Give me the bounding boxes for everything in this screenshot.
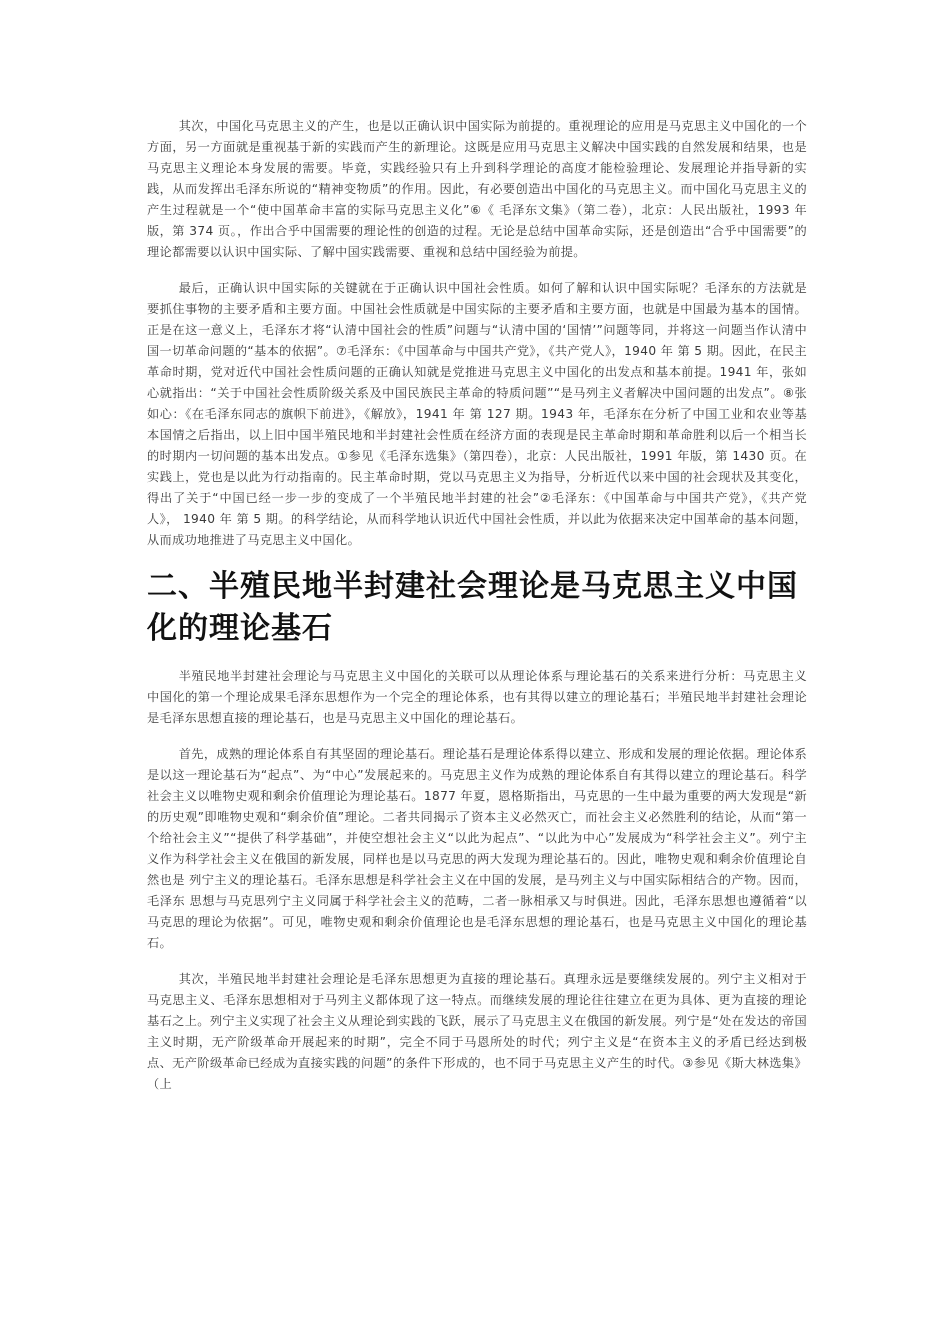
paragraph-2: 最后，正确认识中国实际的关键就在于正确认识中国社会性质。如何了解和认识中国实际呢？毛泽东的方法就是 要抓住事物的主要矛盾和主要方面。中国社会性质就是中国实际的主要矛盾和主要方面，也就是中国最为基本的国情。正是在这一意义上，毛泽东才将“认清中国社会的性质”问题与“认清中国的‘国情’”问题等同，并将这一问题当作认清中国一切革命问题的“基本的依据”。⑦毛泽东：《中国革命与中国共产党》，《共产党人》，1940 年 第 5 期。因此，在民主革命时期，党对近代中国社会性质问题的正确认知就是党推进马克思主义中国化的出发点和基本前提。1941 年，张如心就指出：“关于中国社会性质阶级关系及中国民族民主革命的特质问题”“是马列主义者解决中国问题的出发点”。⑧张如心：《在毛泽东同志的旗帜下前进》，《解放》，1941 年 第 127 期。1943 年，毛泽东在分析了中国工业和农业等基本国情之后指出，以上旧中国半殖民地和半封建社会性质在经济方面的表现是民主革命时期和革命胜利以后一个相当长的时期内一切问题的基本出发点。①参见《毛泽东选集》（第四卷），北京：人民出版社，1991 年版，第 1430 页。在实践上，党也是以此为行动指南的。民主革命时期，党以马克思主义为指导，分析近代以来中国的社会现状及其变化，得出了关于“中国已经一步一步的变成了一个半殖民地半封建的社会”②毛泽东：《中国革命与中国共产党》，《共产党人》， 1940 年 第 5 期。的科学结论，从而科学地认识近代中国社会性质，并以此为依据来决定中国革命的基本问题，从而成功地推进了马克思主义中国化。 xyxy=(147,281,807,547)
paragraph-5: 其次，半殖民地半封建社会理论是毛泽东思想更为直接的理论基石。真理永远是要继续发展的。列宁主义相对于 马克思主义、毛泽东思想相对于马列主义都体现了这一特点。而继续发展的理论往往建立在更为具体、更为直接的理论基石之上。列宁主义实现了社会主义从理论到实践的飞跃，展示了马克思主义在俄国的新发展。列宁是“处在发达的帝国主义时期，无产阶级革命开展起来的时期”，完全不同于马恩所处的时代；列宁主义是“在资本主义的矛盾已经达到极点、无产阶级革命已经成为直接实践的问题”的条件下形成的，也不同于马克思主义产生的时代。③参见《斯大林选集》（上 xyxy=(147,972,807,1091)
paragraph-3: 半殖民地半封建社会理论与马克思主义中国化的关联可以从理论体系与理论基石的关系来进行分析：马克思主义 中国化的第一个理论成果毛泽东思想作为一个完全的理论体系，也有其得以建立的理论基石；半殖民地半封建社会理论 是毛泽东思想直接的理论基石，也是马克思主义中国化的理论基石。 xyxy=(147,669,807,725)
document-page xyxy=(147,116,807,1110)
section-heading: 二、半殖民地半封建社会理论是马克思主义中国化的理论基石 xyxy=(147,569,798,646)
paragraph-4: 首先，成熟的理论体系自有其坚固的理论基石。理论基石是理论体系得以建立、形成和发展的理论依据。理论体系是以这一理论基石为“起点”、为“中心”发展起来的。马克思主义作为成熟的理论体系自有其得以建立的理论基石。科学社会主义以唯物史观和剩余价值理论为理论基石。1877 年夏，恩格斯指出，马克思的一生中最为重要的两大发现是“新的历史观”即唯物史观和“剩余价值”理论。二者共同揭示了资本主义必然灭亡，而社会主义必然胜利的结论，从而“第一个给社会主义”“提供了科学基础”，并使空想社会主义“以此为起点”、“以此为中心”发展成为“科学社会主义”。列宁主义作为科学社会主义在俄国的新发展，同样也是以马克思的两大发现为理论基石的。因此，唯物史观和剩余价值理论自然也是 列宁主义的理论基石。毛泽东思想是科学社会主义在中国的发展，是马列主义与中国实际相结合的产物。因而，毛泽东 思想与马克思列宁主义同属于科学社会主义的范畴，二者一脉相承又与时俱进。因此，毛泽东思想也遵循着“以马克思的理论为依据”。可见，唯物史观和剩余价值理论也是毛泽东思想的理论基石，也是马克思主义中国化的理论基石。 xyxy=(147,747,807,950)
paragraph-1: 其次，中国化马克思主义的产生，也是以正确认识中国实际为前提的。重视理论的应用是马克思主义中国化的一个方面，另一方面就是重视基于新的实践而产生的新理论。这既是应用马克思主义解决中国实践的自然发展和结果，也是马克思主义理论本身发展的需要。毕竟，实践经验只有上升到科学理论的高度才能检验理论、发展理论并指导新的实践，从而发挥出毛泽东所说的“精神变物质”的作用。因此，有必要创造出中国化的马克思主义。而中国化马克思主义的产生过程就是一个“使中国革命丰富的实际马克思主义化”⑥《 毛泽东文集》（第二卷），北京：人民出版社，1993 年版，第 374 页。，作出合乎中国需要的理论性的创造的过程。无论是总结中国革命实际，还是创造出“合乎中国需要”的理论都需要以认识中国实际、了解中国实践需要、重视和总结中国经验为前提。 xyxy=(147,119,807,259)
